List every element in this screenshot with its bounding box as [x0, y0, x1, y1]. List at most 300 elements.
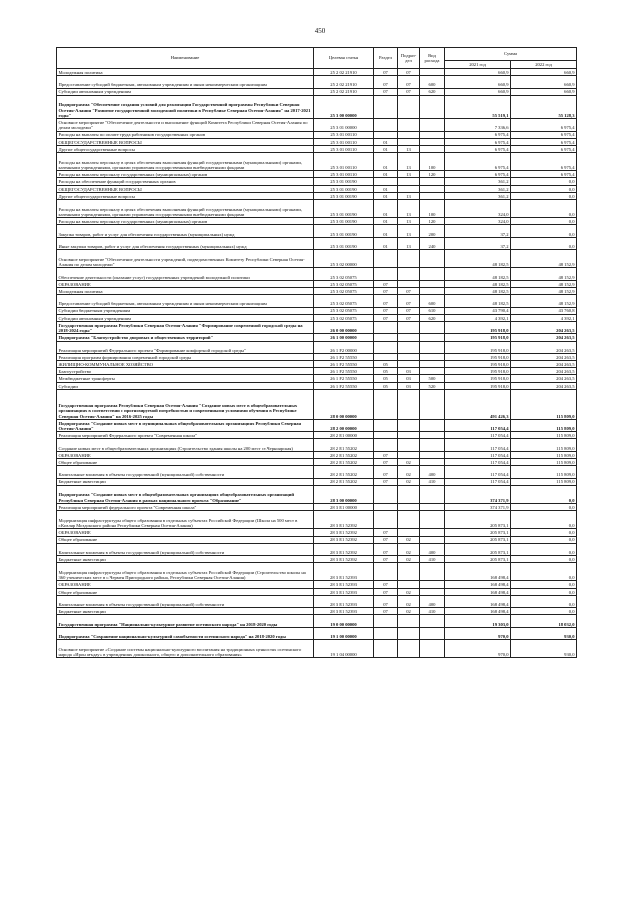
cell-target-code: 25 3 01 00110: [314, 145, 374, 152]
cell-sum-2022: 6 975,4: [511, 145, 577, 152]
cell-target-code: 25 3 02 00000: [314, 250, 374, 268]
cell-name: Капитальные вложения в объекты государственной (муниципальной) собственности: [57, 595, 314, 607]
cell-subsection: 07: [398, 314, 420, 321]
cell-sum-2022: 4 392,1: [511, 314, 577, 321]
cell-sum-2021: 361,2: [445, 178, 511, 185]
cell-section: 05: [374, 382, 398, 389]
table-row: [57, 225, 577, 237]
cell-name: Подпрограмма "Обеспечение создания условий для реализации Государственной программы Республики Северная Осетия-Алания "Развитие государственной молодежной политики в Республике Северная Осетия-Алания" на 2017-2021 годы": [57, 95, 314, 118]
cell-target-code: 25 3 02 05075: [314, 268, 374, 280]
cell-sum-2022: 6 975,4: [511, 131, 577, 138]
cell-sum-2022: 0,0: [511, 200, 577, 218]
cell-sum-2022: 0,0: [511, 218, 577, 225]
cell-sum-2021: 6 975,4: [445, 131, 511, 138]
cell-section: [374, 439, 398, 451]
cell-sum-2021: 4 392,1: [445, 314, 511, 321]
cell-sum-2022: 0,0: [511, 595, 577, 607]
cell-section: [374, 250, 398, 268]
cell-target-code: 28 3 E1 52392: [314, 556, 374, 563]
cell-expense-type: [420, 138, 445, 145]
cell-sum-2021: 361,2: [445, 192, 511, 199]
cell-name: Модернизация инфраструктуры общего образования в отдельных субъектах Российской Федерации (Строительство школы на 360 ученических мест в с.Чермен Пригородного района, Республики Северная Осетия-Алания): [57, 563, 314, 581]
cell-subsection: [398, 432, 420, 439]
header-section: Раздел: [374, 48, 398, 69]
cell-sum-2021: 195 918,0: [445, 341, 511, 353]
cell-section: [374, 353, 398, 360]
cell-name: Бюджетные инвестиции: [57, 556, 314, 563]
cell-subsection: 03: [398, 382, 420, 389]
cell-subsection: [398, 334, 420, 341]
cell-section: [374, 503, 398, 510]
cell-sum-2022: 6 975,4: [511, 119, 577, 131]
cell-subsection: 02: [398, 608, 420, 615]
cell-name: Реализация мероприятий Федерального проекта "Формирование комфортной городской среды": [57, 341, 314, 353]
cell-sum-2021: 117 054,4: [445, 419, 511, 431]
cell-section: 01: [374, 192, 398, 199]
cell-sum-2021: 374 371,9: [445, 503, 511, 510]
cell-subsection: [398, 485, 420, 503]
cell-sum-2022: 115 809,0: [511, 478, 577, 485]
table-row: [57, 389, 577, 419]
cell-name: Расходы на обеспечение функций государственных органов: [57, 178, 314, 185]
table-row: [57, 543, 577, 555]
cell-name: Реализация мероприятий федерального проекта "Современная школа": [57, 503, 314, 510]
cell-target-code: 25 3 01 00190: [314, 218, 374, 225]
cell-expense-type: [420, 503, 445, 510]
table-row: [57, 200, 577, 218]
cell-expense-type: [420, 250, 445, 268]
cell-sum-2021: 205 873,1: [445, 536, 511, 543]
cell-section: 07: [374, 76, 398, 88]
cell-target-code: 26 1 F2 55550: [314, 382, 374, 389]
cell-sum-2021: 37,2: [445, 237, 511, 249]
cell-sum-2022: 48 152,9: [511, 250, 577, 268]
cell-subsection: 03: [398, 375, 420, 382]
cell-subsection: [398, 615, 420, 627]
header-expense-type: Вид расхода: [420, 48, 445, 69]
cell-sum-2021: 48 182,5: [445, 250, 511, 268]
cell-name: Расходы на выплаты по оплате труда работников государственных органов: [57, 131, 314, 138]
table-row: [57, 321, 577, 333]
cell-sum-2022: 48 152,9: [511, 287, 577, 294]
cell-name: ОБЩЕГОСУДАРСТВЕННЫЕ ВОПРОСЫ: [57, 138, 314, 145]
cell-subsection: 02: [398, 536, 420, 543]
cell-section: 01: [374, 225, 398, 237]
cell-subsection: [398, 138, 420, 145]
cell-sum-2021: 117 054,4: [445, 432, 511, 439]
table-row: [57, 361, 577, 368]
cell-name: Подпрограмма "Создание новых мест в общеобразовательных организациях общеобразовательных организаций Республики Северная Осетия-Алания в рамках национального проекта "Образование": [57, 485, 314, 503]
table-row: [57, 218, 577, 225]
cell-section: 05: [374, 368, 398, 375]
cell-sum-2022: 660,9: [511, 76, 577, 88]
cell-name: Государственная программа Республики Северная Осетия-Алания "Формирование современной городской среды на 2018-2024 годы": [57, 321, 314, 333]
cell-sum-2021: 195 918,0: [445, 361, 511, 368]
cell-sum-2022: 0,0: [511, 556, 577, 563]
cell-sum-2021: 205 873,1: [445, 556, 511, 563]
cell-section: 01: [374, 185, 398, 192]
cell-section: 01: [374, 138, 398, 145]
cell-subsection: 13: [398, 237, 420, 249]
cell-target-code: 25 3 02 05075: [314, 314, 374, 321]
cell-sum-2021: 168 498,4: [445, 595, 511, 607]
cell-name: ОБРАЗОВАНИЕ: [57, 581, 314, 588]
cell-target-code: 28 2 E1 55202: [314, 478, 374, 485]
cell-sum-2022: 204 263,5: [511, 353, 577, 360]
table-row: [57, 563, 577, 581]
cell-sum-2022: 115 809,0: [511, 389, 577, 419]
cell-target-code: 26 1 F2 55550: [314, 353, 374, 360]
cell-sum-2022: 6 975,4: [511, 171, 577, 178]
cell-subsection: [398, 439, 420, 451]
cell-target-code: 19 1 04 00000: [314, 640, 374, 658]
cell-expense-type: [420, 529, 445, 536]
cell-expense-type: [420, 361, 445, 368]
cell-expense-type: [420, 389, 445, 419]
cell-subsection: 13: [398, 200, 420, 218]
cell-name: Общее образование: [57, 458, 314, 465]
cell-section: [374, 511, 398, 529]
table-row: [57, 615, 577, 627]
cell-target-code: 28 2 E1 55202: [314, 451, 374, 458]
table-row: [57, 439, 577, 451]
table-row: [57, 353, 577, 360]
cell-sum-2021: 205 873,1: [445, 543, 511, 555]
table-row: [57, 627, 577, 639]
cell-target-code: 25 3 02 05075: [314, 295, 374, 307]
cell-name: Расходы на выплаты персоналу государственных (муниципальных) органов: [57, 171, 314, 178]
cell-expense-type: 520: [420, 382, 445, 389]
table-row: [57, 432, 577, 439]
cell-expense-type: 600: [420, 295, 445, 307]
cell-name: Реализация мероприятий Федерального проекта "Современная школа": [57, 432, 314, 439]
table-row: [57, 138, 577, 145]
cell-section: 07: [374, 478, 398, 485]
cell-target-code: 19 0 00 00000: [314, 615, 374, 627]
cell-section: [374, 131, 398, 138]
cell-name: Государственная программа Республики Северная Осетия-Алания "Создание новых мест в общеобразовательных организациях в соответствии с прогнозируемой потребностью и современными условиями обучения в Республике Северная Осетия-Алания" на 2016-2025 годы: [57, 389, 314, 419]
cell-subsection: [398, 185, 420, 192]
cell-sum-2021: 324,0: [445, 200, 511, 218]
cell-expense-type: 620: [420, 88, 445, 95]
cell-section: 07: [374, 536, 398, 543]
header-year-2021: 2021 год: [445, 61, 511, 69]
cell-section: [374, 389, 398, 419]
cell-sum-2022: 204 263,5: [511, 361, 577, 368]
cell-subsection: 03: [398, 368, 420, 375]
cell-subsection: [398, 503, 420, 510]
cell-target-code: 25 3 01 00110: [314, 153, 374, 171]
cell-section: 07: [374, 307, 398, 314]
cell-expense-type: [420, 280, 445, 287]
cell-expense-type: 400: [420, 595, 445, 607]
cell-subsection: [398, 119, 420, 131]
table-row: [57, 451, 577, 458]
cell-section: 07: [374, 88, 398, 95]
cell-name: Подпрограмма "Сохранение национально-культурной самобытности осетинского народа" на 2018-2020 годы: [57, 627, 314, 639]
cell-sum-2022: 0,0: [511, 237, 577, 249]
cell-section: 07: [374, 588, 398, 595]
cell-name: Общее образование: [57, 536, 314, 543]
table-row: [57, 295, 577, 307]
cell-sum-2022: 0,0: [511, 225, 577, 237]
table-row: [57, 368, 577, 375]
cell-sum-2022: 43 760,8: [511, 307, 577, 314]
cell-sum-2022: 115 809,0: [511, 419, 577, 431]
table-row: [57, 640, 577, 658]
cell-name: ОБЩЕГОСУДАРСТВЕННЫЕ ВОПРОСЫ: [57, 185, 314, 192]
cell-sum-2022: 115 809,0: [511, 439, 577, 451]
cell-subsection: [398, 451, 420, 458]
cell-subsection: [398, 529, 420, 536]
table-row: [57, 511, 577, 529]
cell-sum-2021: 48 182,5: [445, 287, 511, 294]
cell-target-code: 26 0 00 00000: [314, 321, 374, 333]
cell-subsection: 02: [398, 458, 420, 465]
table-row: [57, 237, 577, 249]
cell-sum-2022: 55 128,3: [511, 95, 577, 118]
cell-section: [374, 627, 398, 639]
cell-sum-2022: 930,0: [511, 640, 577, 658]
cell-subsection: [398, 268, 420, 280]
cell-subsection: [398, 353, 420, 360]
cell-target-code: 25 2 02 21910: [314, 76, 374, 88]
cell-expense-type: [420, 627, 445, 639]
cell-sum-2022: 0,0: [511, 543, 577, 555]
cell-name: Государственная программа "Национально-культурное развитие осетинского народа" на 2018-2020 годы: [57, 615, 314, 627]
table-row: [57, 588, 577, 595]
cell-section: 01: [374, 237, 398, 249]
cell-section: [374, 432, 398, 439]
cell-target-code: 28 3 E1 52393: [314, 595, 374, 607]
cell-subsection: [398, 419, 420, 431]
cell-section: 07: [374, 556, 398, 563]
cell-target-code: 28 3 E1 52393: [314, 581, 374, 588]
cell-target-code: 25 3 01 00110: [314, 131, 374, 138]
cell-sum-2021: 168 498,4: [445, 608, 511, 615]
cell-section: [374, 615, 398, 627]
cell-sum-2022: 930,0: [511, 627, 577, 639]
cell-section: 01: [374, 145, 398, 152]
cell-sum-2022: 0,0: [511, 511, 577, 529]
cell-sum-2021: 195 918,0: [445, 368, 511, 375]
cell-name: Капитальные вложения в объекты государственной (муниципальной) собственности: [57, 466, 314, 478]
cell-name: Субсидии: [57, 382, 314, 389]
cell-subsection: [398, 321, 420, 333]
table-row: [57, 581, 577, 588]
cell-target-code: 28 0 00 00000: [314, 389, 374, 419]
cell-name: Основное мероприятие "Обеспечение деятельности учреждений, подведомственных Комитету Республики Северная Осетия-Алания по делам молодежи": [57, 250, 314, 268]
cell-sum-2022: 204 263,5: [511, 321, 577, 333]
table-row: [57, 466, 577, 478]
cell-subsection: [398, 95, 420, 118]
cell-sum-2022: 6 975,4: [511, 153, 577, 171]
cell-sum-2021: 37,2: [445, 225, 511, 237]
table-row: [57, 529, 577, 536]
cell-subsection: 02: [398, 543, 420, 555]
cell-name: ОБРАЗОВАНИЕ: [57, 451, 314, 458]
cell-target-code: 25 3 02 05075: [314, 287, 374, 294]
cell-section: 07: [374, 295, 398, 307]
cell-sum-2022: 204 263,5: [511, 368, 577, 375]
cell-subsection: 13: [398, 153, 420, 171]
header-sums: Сумма: [445, 48, 577, 61]
cell-section: 07: [374, 280, 398, 287]
cell-target-code: 26 1 00 00000: [314, 334, 374, 341]
cell-expense-type: 240: [420, 237, 445, 249]
cell-expense-type: 600: [420, 76, 445, 88]
cell-target-code: 28 3 E1 52393: [314, 588, 374, 595]
cell-section: 07: [374, 69, 398, 76]
table-row: [57, 595, 577, 607]
cell-name: Благоустройство: [57, 368, 314, 375]
table-row: [57, 503, 577, 510]
cell-expense-type: 120: [420, 218, 445, 225]
cell-name: Молодежная политика: [57, 287, 314, 294]
cell-section: [374, 321, 398, 333]
cell-name: Субсидии автономным учреждениям: [57, 314, 314, 321]
cell-subsection: 07: [398, 287, 420, 294]
cell-sum-2021: 195 918,0: [445, 334, 511, 341]
header-subsection: Подраз-дел: [398, 48, 420, 69]
cell-sum-2021: 7 336,6: [445, 119, 511, 131]
cell-expense-type: 410: [420, 608, 445, 615]
cell-subsection: 02: [398, 478, 420, 485]
cell-expense-type: 410: [420, 556, 445, 563]
table-row: [57, 250, 577, 268]
cell-subsection: 02: [398, 556, 420, 563]
cell-expense-type: [420, 192, 445, 199]
cell-sum-2021: 195 918,0: [445, 382, 511, 389]
cell-subsection: 13: [398, 171, 420, 178]
table-row: [57, 178, 577, 185]
cell-target-code: 25 3 01 00000: [314, 119, 374, 131]
cell-target-code: 28 2 E1 55202: [314, 466, 374, 478]
cell-sum-2021: 324,0: [445, 218, 511, 225]
table-row: [57, 280, 577, 287]
cell-subsection: 07: [398, 76, 420, 88]
cell-expense-type: [420, 334, 445, 341]
cell-sum-2022: 660,9: [511, 88, 577, 95]
cell-section: [374, 640, 398, 658]
cell-expense-type: 500: [420, 375, 445, 382]
cell-expense-type: [420, 432, 445, 439]
cell-subsection: [398, 178, 420, 185]
cell-sum-2021: 205 873,1: [445, 511, 511, 529]
cell-sum-2021: 19 303,0: [445, 615, 511, 627]
table-row: [57, 458, 577, 465]
cell-sum-2021: 195 918,0: [445, 321, 511, 333]
cell-sum-2022: 48 152,9: [511, 280, 577, 287]
table-row: [57, 382, 577, 389]
cell-expense-type: [420, 268, 445, 280]
cell-expense-type: [420, 640, 445, 658]
cell-name: Обеспечение деятельности (оказание услуг) государственных учреждений молодежной политики: [57, 268, 314, 280]
cell-sum-2021: 117 054,4: [445, 478, 511, 485]
cell-sum-2022: 0,0: [511, 581, 577, 588]
cell-name: Субсидии автономным учреждениям: [57, 88, 314, 95]
cell-section: [374, 119, 398, 131]
table-row: [57, 556, 577, 563]
cell-expense-type: [420, 368, 445, 375]
cell-sum-2021: 660,9: [445, 69, 511, 76]
table-row: [57, 76, 577, 88]
table-row: [57, 131, 577, 138]
cell-subsection: [398, 581, 420, 588]
cell-target-code: 25 3 01 00190: [314, 225, 374, 237]
cell-sum-2021: 55 519,1: [445, 95, 511, 118]
cell-name: Бюджетные инвестиции: [57, 478, 314, 485]
cell-expense-type: [420, 439, 445, 451]
cell-target-code: 26 1 F2 55550: [314, 368, 374, 375]
cell-section: [374, 178, 398, 185]
cell-sum-2022: 204 263,5: [511, 375, 577, 382]
cell-section: [374, 485, 398, 503]
cell-subsection: 02: [398, 466, 420, 478]
cell-expense-type: [420, 511, 445, 529]
cell-sum-2022: 204 263,5: [511, 334, 577, 341]
header-year-2022: 2022 год: [511, 61, 577, 69]
cell-name: Предоставление субсидий бюджетным, автономным учреждениям и иным некоммерческим организациям: [57, 295, 314, 307]
cell-target-code: 28 2 E1 55202: [314, 439, 374, 451]
cell-sum-2021: 361,2: [445, 185, 511, 192]
cell-subsection: 07: [398, 88, 420, 95]
cell-target-code: 28 2 00 00000: [314, 419, 374, 431]
cell-sum-2021: 117 054,4: [445, 466, 511, 478]
cell-sum-2022: 6 975,4: [511, 138, 577, 145]
cell-name: Другие общегосударственные вопросы: [57, 145, 314, 152]
cell-sum-2022: 0,0: [511, 563, 577, 581]
cell-sum-2021: 491 426,3: [445, 389, 511, 419]
cell-subsection: [398, 341, 420, 353]
cell-subsection: 13: [398, 225, 420, 237]
cell-sum-2022: 204 263,5: [511, 341, 577, 353]
cell-target-code: 19 1 00 00000: [314, 627, 374, 639]
cell-target-code: 28 3 E1 52392: [314, 511, 374, 529]
cell-target-code: 28 3 E1 00000: [314, 503, 374, 510]
cell-sum-2022: 115 809,0: [511, 432, 577, 439]
header-code: Целевая статья: [314, 48, 374, 69]
cell-target-code: 26 1 F2 55550: [314, 361, 374, 368]
cell-name: ЖИЛИЩНО-КОММУНАЛЬНОЕ ХОЗЯЙСТВО: [57, 361, 314, 368]
cell-expense-type: [420, 588, 445, 595]
cell-section: 07: [374, 595, 398, 607]
cell-target-code: 25 3 01 00190: [314, 192, 374, 199]
cell-expense-type: [420, 419, 445, 431]
cell-sum-2021: 195 918,0: [445, 375, 511, 382]
cell-expense-type: [420, 131, 445, 138]
cell-sum-2021: 195 918,0: [445, 353, 511, 360]
table-row: [57, 608, 577, 615]
cell-section: 07: [374, 543, 398, 555]
cell-name: Подпрограмма "Создание новых мест в муниципальных общеобразовательных организациях Республики Северная Осетия-Алания": [57, 419, 314, 431]
cell-section: 07: [374, 458, 398, 465]
table-row: [57, 192, 577, 199]
cell-target-code: 28 2 E1 00000: [314, 432, 374, 439]
cell-section: 01: [374, 153, 398, 171]
table-row: [57, 145, 577, 152]
cell-subsection: 13: [398, 145, 420, 152]
cell-name: Основное мероприятие "Обеспечение деятельности и выполнение функций Комитета Республики Северная Осетия-Алания по делам молодежи": [57, 119, 314, 131]
cell-target-code: 25 3 02 05075: [314, 307, 374, 314]
cell-sum-2021: 168 498,4: [445, 563, 511, 581]
cell-subsection: 13: [398, 218, 420, 225]
cell-expense-type: [420, 145, 445, 152]
cell-expense-type: 410: [420, 478, 445, 485]
cell-subsection: [398, 563, 420, 581]
cell-name: Иные закупки товаров, работ и услуг для обеспечения государственных (муниципальных) нужд: [57, 237, 314, 249]
cell-name: Закупка товаров, работ и услуг для обеспечения государственных (муниципальных) нужд: [57, 225, 314, 237]
